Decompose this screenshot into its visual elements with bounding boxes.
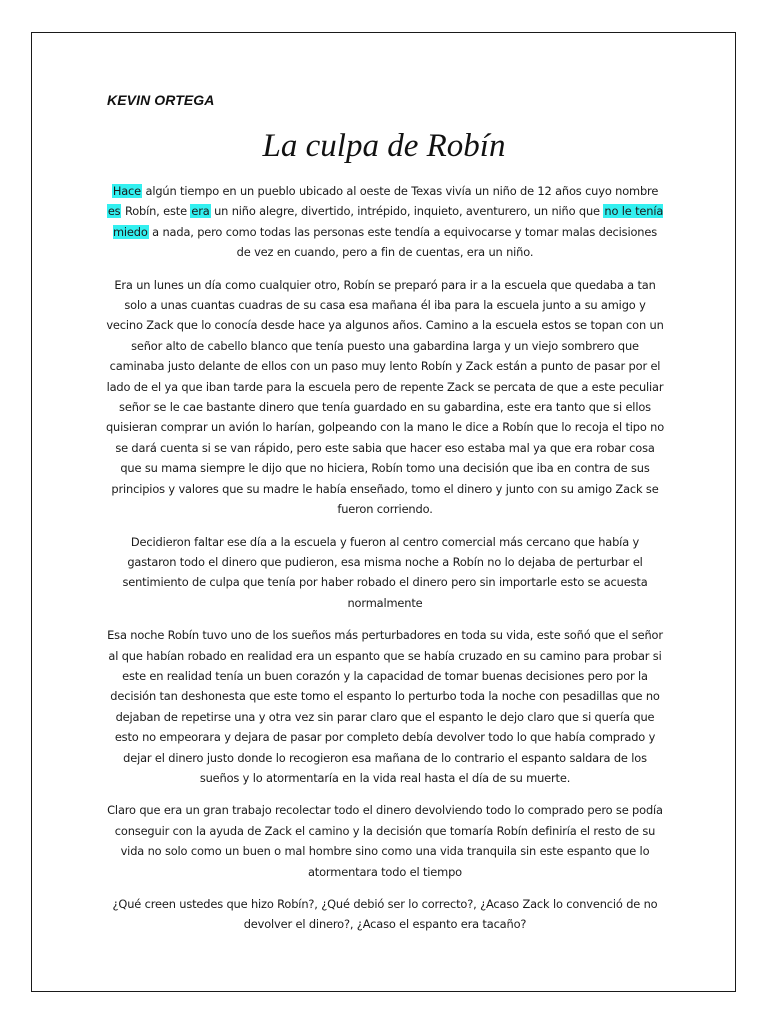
paragraph-3: Decidieron faltar ese día a la escuela y fueron al centro comercial más cercano que había y gastaron todo el dinero que pudieron, esa misma noche a Robín no lo dejaba de perturbar el sentimiento de culpa que tenía por haber robado el dinero pero sin importarle esto se acuesta normalmente (122, 534, 648, 610)
paragraph-text: Robín, este (121, 204, 191, 219)
document-body (105, 181, 665, 947)
paragraph-text: a nada, pero como todas las personas este tendía a equivocarse y tomar malas decisiones de vez en cuando, pero a fin de cuentas, era un niño. (148, 224, 658, 260)
highlighted-text: era (191, 204, 210, 219)
paragraph-text: algún tiempo en un pueblo ubicado al oeste de Texas vivía un niño de 12 años cuyo nombre (142, 184, 659, 198)
highlighted-text: no le tenía miedo (112, 204, 664, 239)
highlighted-text: Hace (112, 184, 142, 198)
author-name: KEVIN ORTEGA (107, 92, 215, 108)
paragraph-4: Esa noche Robín tuvo uno de los sueños más perturbadores en toda su vida, este soñó que el señor al que habían robado en realidad era un espanto que se había cruzado en su camino para probar si este en realidad tenía un buen corazón y la capacidad de tomar buenas decisiones pero por la decisión tan deshonesta que este tomo el espanto lo perturbo toda la noche con pesadillas que no dejaban de repetirse una y otra vez sin parar claro que el espanto le dejo claro que si quería que esto no empeorara y dejara de pasar por completo debía devolver todo lo que había comprado y dejar el dinero justo donde lo recogieron esa mañana de lo contrario el espanto saldara de los sueños y lo atormentaría en la vida real hasta el día de su muerte. (107, 628, 663, 785)
paragraph-1 (105, 181, 665, 263)
paragraph-6: ¿Qué creen ustedes que hizo Robín?, ¿Qué debió ser lo correcto?, ¿Acaso Zack lo convenció de no devolver el dinero?, ¿Acaso el espanto era tacaño? (112, 897, 658, 932)
paragraph-2: Era un lunes un día como cualquier otro, Robín se preparó para ir a la escuela que quedaba a tan solo a unas cuantas cuadras de su casa esa mañana él iba para la escuela junto a su amigo y vecino Zack que lo conocía desde hace ya algunos años. Camino a la escuela estos se topan con un señor alto de cabello blanco que tenía puesto una gabardina larga y un viejo sombrero que caminaba justo delante de ellos con un paso muy lento Robín y Zack están a punto de pasar por el lado de el ya que iban tarde para la escuela pero de repente Zack se percata de que a este peculiar señor se le cae bastante dinero que tenía guardado en su gabardina, este era tanto que si ellos quisieran comprar un avión lo harían, golpeando con la mano le dice a Robín que lo recoja el tipo no se dará cuenta si se van rápido, pero este sabia que hacer eso estaba mal ya que era robar cosa que su mama siempre le dijo que no hiciera, Robín tomo una decisión que iba en contra de sus principios y valores que su madre le había enseñado, tomo el dinero y junto con su amigo Zack se fueron corriendo. (105, 277, 665, 517)
highlighted-text: es (107, 204, 121, 219)
document-title: La culpa de Robín (262, 128, 506, 164)
paragraph-5: Claro que era un gran trabajo recolectar todo el dinero devolviendo todo lo comprado pero se podía conseguir con la ayuda de Zack el camino y la decisión que tomaría Robín definiría el resto de su vida no solo como un buen o mal hombre sino como una vida tranquila sin este espanto que lo atormentara todo el tiempo (107, 803, 663, 879)
paragraph-text: un niño alegre, divertido, intrépido, inquieto, aventurero, un niño que (210, 204, 604, 219)
